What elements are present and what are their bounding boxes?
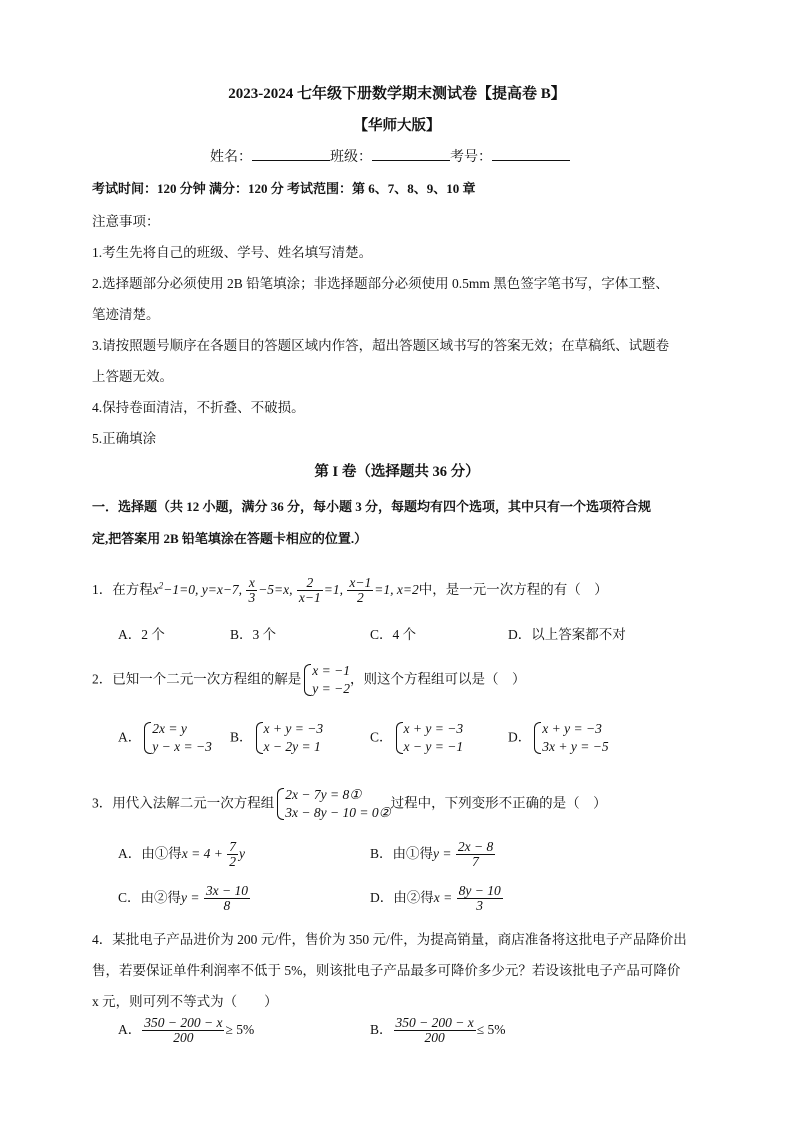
exam-no-field[interactable]: [492, 148, 570, 161]
section-title: 第 I 卷（选择题共 36 分）: [314, 464, 480, 480]
class-field[interactable]: [372, 148, 450, 161]
q3-option-d[interactable]: D．由②得x = $\frac{8y - 10}{3}$: [370, 883, 501, 914]
edition-label: 【华师大版】: [353, 118, 441, 134]
q4-option-b[interactable]: B． $\frac{350 - 200 - x}{200}$ ≤ 5%: [370, 1015, 506, 1046]
note-3-line-1: 3.请按照题号顺序在各题目的答题区域内作答，超出答题区域书写的答案无效；在草稿纸、试题卷: [92, 338, 670, 353]
student-info-row: [210, 146, 570, 166]
note-1: 1.考生先将自己的班级、学号、姓名填写清楚。: [92, 245, 373, 260]
notes-heading: 注意事项：: [92, 214, 160, 229]
note-2-line-1: 2.选择题部分必须使用 2B 铅笔填涂；非选择题部分必须使用 0.5mm 黑色签字笔书写，字体工整、: [92, 276, 669, 291]
q1-option-d[interactable]: D．以上答案都不对: [508, 627, 626, 642]
note-2-line-2: 笔迹清楚。: [92, 307, 160, 322]
question-4-line-3: x 元，则可列不等式为（ ）: [92, 994, 278, 1009]
class-label: 班级：: [330, 150, 372, 165]
q2-option-c[interactable]: C． x + y = −3 x − y = −1: [370, 720, 463, 756]
q2-option-a[interactable]: A． 2x = y y − x = −3: [118, 720, 212, 756]
question-3: [92, 786, 607, 822]
q1-equations: $x^2-1=0$, y=x−7, $\frac{x}{3}$ −5=x, $\frac{2}{x-1}$ =1, $\frac{x-1}{2}$ =1, x=2: [152, 575, 419, 606]
question-1: [92, 576, 608, 605]
q1-option-c[interactable]: C．4 个: [370, 627, 417, 642]
q1-option-b[interactable]: B．3 个: [230, 627, 277, 642]
q3-system: 2x − 7y = 8① 3x − 8y − 10 = 0②: [276, 786, 390, 822]
exam-info: 考试时间：120 分钟 满分：120 分 考试范围：第 6、7、8、9、10 章: [92, 181, 476, 196]
q1-suffix: 中，是一元一次方程的有（ ）: [418, 581, 608, 597]
q1-prefix: 1．在方程: [92, 581, 153, 597]
note-5: 5.正确填涂: [92, 431, 157, 446]
q3-option-a[interactable]: A．由①得x = 4 + $\frac{7}{2}$ y: [118, 839, 245, 870]
q2-prefix: 2．已知一个二元一次方程组的解是: [92, 671, 302, 687]
exam-title: 2023-2024 七年级下册数学期末测试卷【提高卷 B】: [228, 86, 566, 102]
q3-option-c[interactable]: C．由②得y = $\frac{3x - 10}{8}$: [118, 883, 248, 914]
q2-solution: x = −1 y = −2: [303, 662, 350, 698]
question-4-line-2: 售，若要保证单件利润率不低于 5%，则该批电子产品最多可降价多少元？若设该批电子产品可降价: [92, 963, 681, 978]
q4-option-a[interactable]: A． $\frac{350 - 200 - x}{200}$ ≥ 5%: [118, 1015, 255, 1046]
name-label: 姓名：: [210, 150, 252, 165]
name-field[interactable]: [252, 148, 330, 161]
question-2: [92, 662, 525, 698]
section-instructions-line-1: 一．选择题（共 12 小题，满分 36 分，每小题 3 分，每题均有四个选项，其中只有一个选项符合规: [92, 499, 652, 514]
q2-suffix: ，则这个方程组可以是（ ）: [349, 671, 526, 687]
q2-option-d[interactable]: D． x + y = −3 3x + y = −5: [508, 720, 609, 756]
q3-suffix: 过程中，下列变形不正确的是（ ）: [390, 795, 607, 811]
exam-no-label: 考号：: [450, 150, 492, 165]
q1-option-a[interactable]: A．2 个: [118, 627, 165, 642]
q3-prefix: 3．用代入法解二元一次方程组: [92, 795, 275, 811]
question-4-line-1: 4．某批电子产品进价为 200 元/件，售价为 350 元/件，为提高销量，商店准备将这批电子产品降价出: [92, 932, 687, 947]
section-instructions-line-2: 定,把答案用 2B 铅笔填涂在答题卡相应的位置.）: [92, 531, 368, 546]
q3-option-b[interactable]: B．由①得y = $\frac{2x - 8}{7}$: [370, 839, 494, 870]
note-4: 4.保持卷面清洁，不折叠、不破损。: [92, 400, 305, 415]
note-3-line-2: 上答题无效。: [92, 369, 173, 384]
q2-option-b[interactable]: B． x + y = −3 x − 2y = 1: [230, 720, 323, 756]
